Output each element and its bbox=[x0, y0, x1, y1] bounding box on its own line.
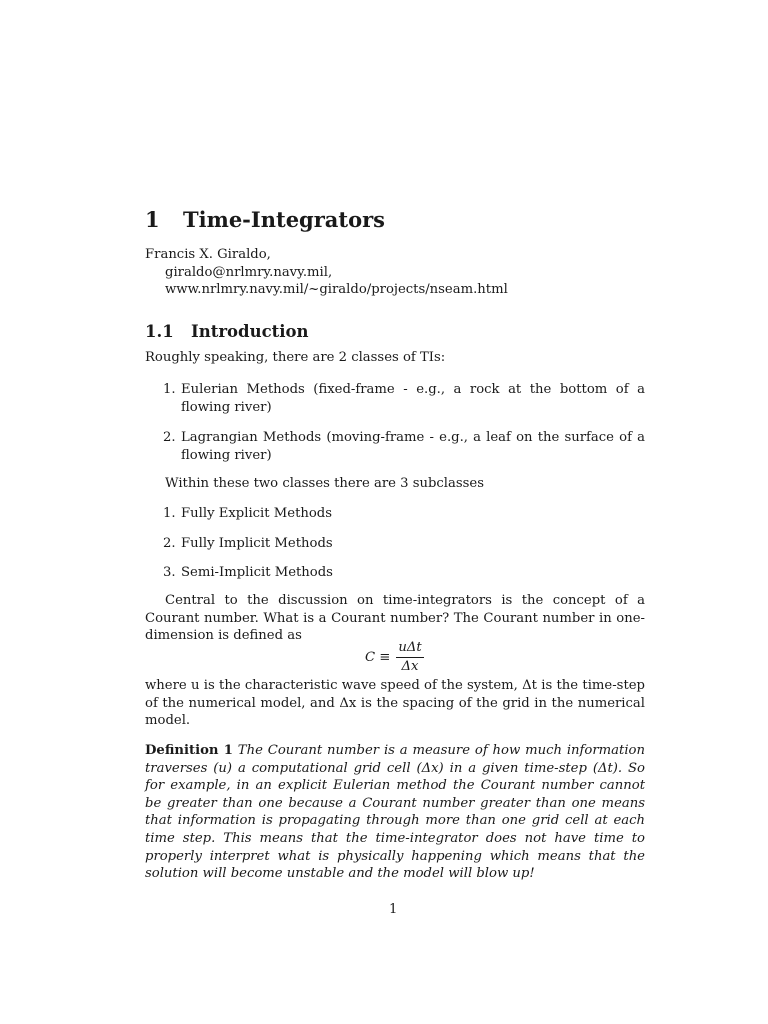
author-email: giraldo@nrlmry.navy.mil, bbox=[165, 264, 333, 280]
list-item bbox=[145, 381, 645, 416]
author-block bbox=[145, 246, 508, 299]
courant-formula bbox=[365, 639, 424, 676]
list-marker: 1. bbox=[163, 506, 176, 521]
intro-paragraph: Roughly speaking, there are 2 classes of TIs: bbox=[145, 350, 446, 365]
formula-numerator: uΔt bbox=[396, 639, 423, 658]
list-marker: 2. bbox=[163, 535, 176, 551]
formula-fraction bbox=[396, 639, 423, 676]
subclasses-intro: Within these two classes there are 3 subclasses bbox=[165, 476, 484, 491]
page-number: 1 bbox=[389, 902, 398, 917]
list-item-text: Semi-Implicit Methods bbox=[181, 565, 333, 581]
definition-text: The Courant number is a measure of how much information traverses (u) a computational grid cell (Δx) in a given time-step (Δt). So for example, in an explicit Eulerian method the Courant number cannot be greater than one because a Courant number greater than one means that information is propagating through more than one grid cell at each time step. This means that the time-integrator does not have time to properly interpret what is physically happening which means that the solution will become unstable and the model will blow up! bbox=[145, 743, 645, 882]
list-item bbox=[145, 564, 645, 582]
classes-list bbox=[145, 381, 645, 464]
list-marker: 3. bbox=[163, 565, 176, 581]
section-title-text: Time-Integrators bbox=[183, 207, 386, 232]
where-paragraph: where u is the characteristic wave speed of the system, Δt is the time-step of the numerical model, and Δx is the spacing of the grid in the numerical model. bbox=[145, 678, 645, 729]
section-title bbox=[145, 207, 385, 233]
author-name: Francis X. Giraldo, bbox=[145, 247, 271, 262]
formula-denominator: Δx bbox=[401, 659, 419, 674]
list-item-text: Fully Implicit Methods bbox=[181, 535, 333, 551]
list-item-text: Fully Explicit Methods bbox=[181, 506, 333, 521]
list-item bbox=[145, 429, 645, 464]
author-url: www.nrlmry.navy.mil/~giraldo/projects/nseam.html bbox=[165, 282, 508, 298]
subsection-title bbox=[145, 321, 309, 343]
list-item bbox=[145, 535, 645, 553]
list-item-text: Eulerian Methods (fixed-frame - e.g., a rock at the bottom of a flowing river) bbox=[181, 382, 645, 415]
list-marker: 2. bbox=[163, 430, 176, 446]
definition-block bbox=[145, 742, 645, 883]
subsection-number: 1.1 bbox=[145, 322, 174, 341]
subclasses-list bbox=[145, 505, 645, 582]
section-number: 1 bbox=[145, 207, 160, 232]
definition-label: Definition 1 bbox=[145, 743, 233, 758]
list-marker: 1. bbox=[163, 382, 176, 397]
list-item-text: Lagrangian Methods (moving-frame - e.g., a leaf on the surface of a flowing river) bbox=[181, 430, 645, 463]
subsection-title-text: Introduction bbox=[191, 322, 309, 341]
list-item bbox=[145, 505, 645, 523]
courant-intro-paragraph: Central to the discussion on time-integrators is the concept of a Courant number. What is a Courant number? The Courant number in one-dimension is defined as bbox=[145, 593, 645, 644]
formula-lhs: C ≡ bbox=[365, 649, 391, 665]
